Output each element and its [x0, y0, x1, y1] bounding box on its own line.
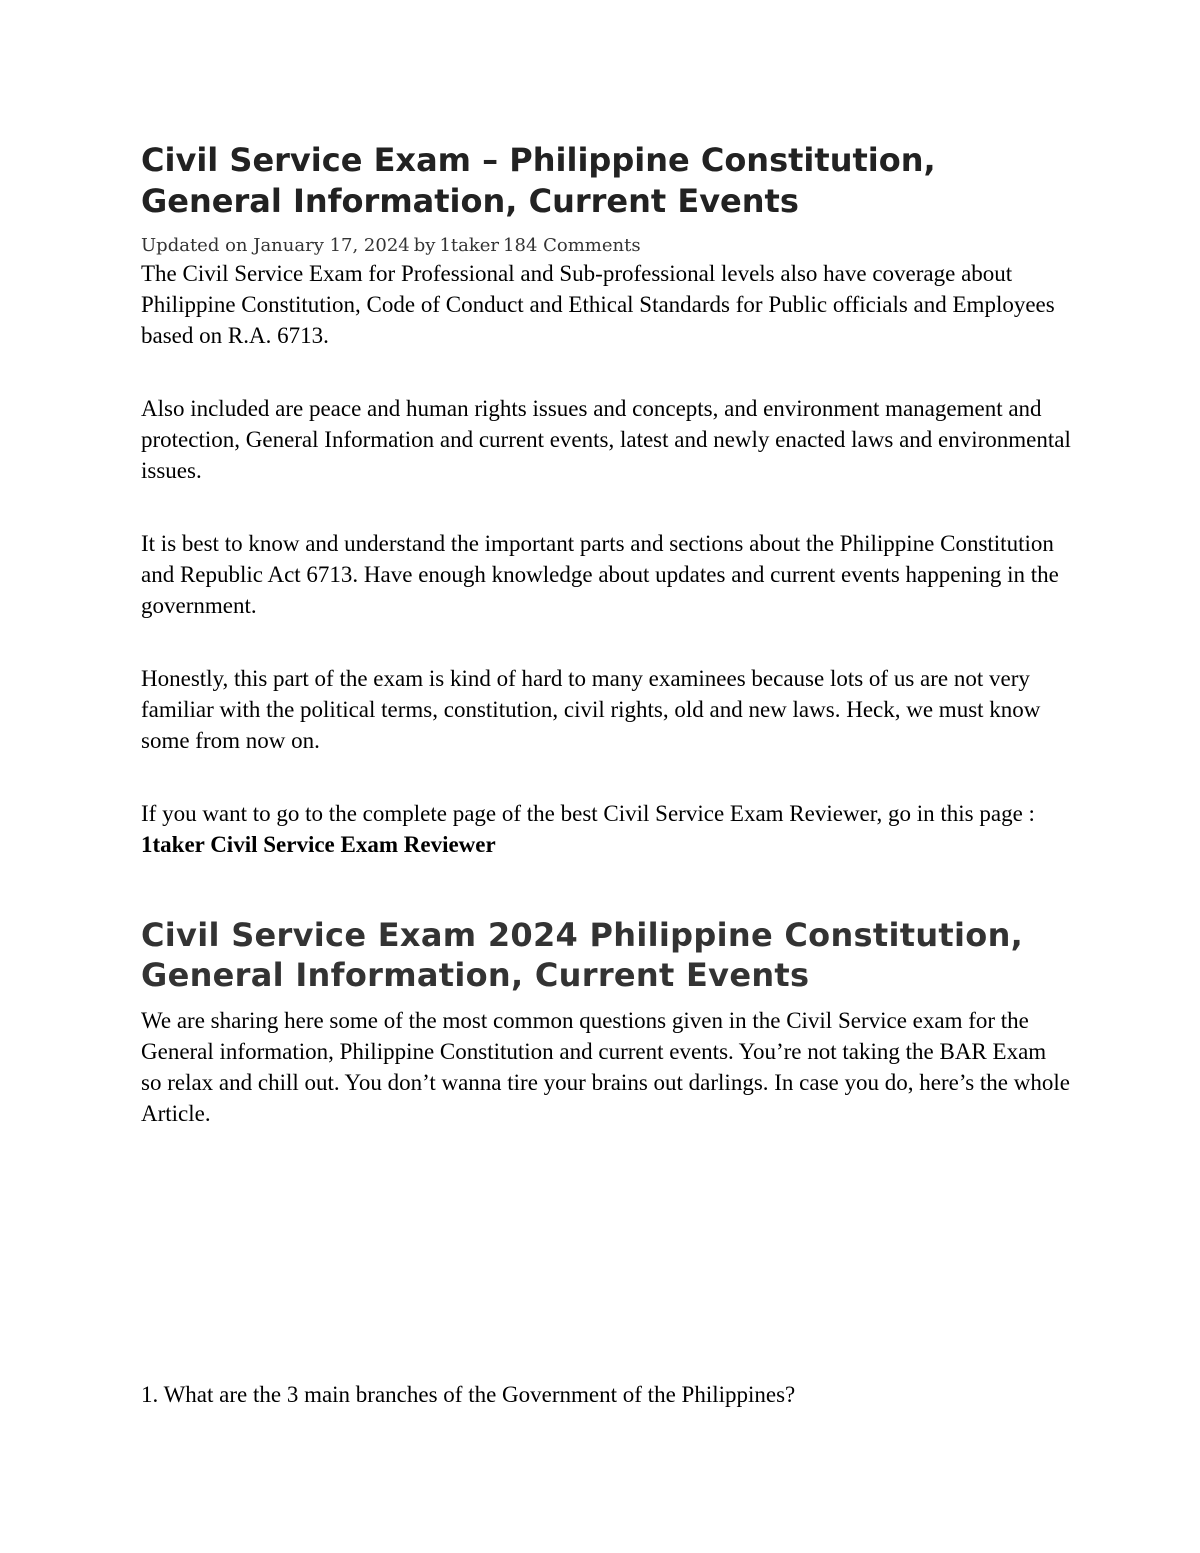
paragraph-reviewer	[141, 798, 1071, 860]
article-meta	[141, 234, 1071, 258]
paragraph-coverage: The Civil Service Exam for Professional and Sub-professional levels also have coverage about Philippine Constitution, Code of Conduct and Ethical Standards for Public officials and Employees based on R.A. 6713.	[141, 261, 1055, 348]
by-label: by	[413, 235, 436, 256]
document-page	[141, 140, 1071, 1407]
updated-date: Updated on January 17, 2024	[141, 235, 410, 256]
author-link[interactable]: 1taker	[439, 235, 500, 256]
question-1: 1. What are the 3 main branches of the Government of the Philippines?	[141, 1382, 796, 1407]
comments-link[interactable]: 184 Comments	[503, 235, 641, 256]
reviewer-prefix: If you want to go to the complete page of the best Civil Service Exam Reviewer, go in this page :	[141, 801, 1035, 826]
paragraph-sharing: We are sharing here some of the most common questions given in the Civil Service exam for the General information, Philippine Constitution and current events. You’re not taking the BAR Exam so relax and chill out. You don’t wanna tire your brains out darlings. In case you do, here’s the whole Article.	[141, 1008, 1070, 1126]
reviewer-link[interactable]: 1taker Civil Service Exam Reviewer	[141, 832, 496, 857]
section-title: Civil Service Exam 2024 Philippine Constitution, General Information, Current Events	[141, 916, 1024, 994]
paragraph-included-topics: Also included are peace and human rights issues and concepts, and environment management and protection, General Information and current events, latest and newly enacted laws and environmental issues.	[141, 396, 1071, 483]
paragraph-know-constitution: It is best to know and understand the important parts and sections about the Philippine Constitution and Republic Act 6713. Have enough knowledge about updates and current events happening in the government.	[141, 531, 1059, 618]
paragraph-honestly: Honestly, this part of the exam is kind of hard to many examinees because lots of us are not very familiar with the political terms, constitution, civil rights, old and new laws. Heck, we must know some from now on.	[141, 666, 1041, 753]
article-title: Civil Service Exam – Philippine Constitution, General Information, Current Events	[141, 141, 936, 220]
